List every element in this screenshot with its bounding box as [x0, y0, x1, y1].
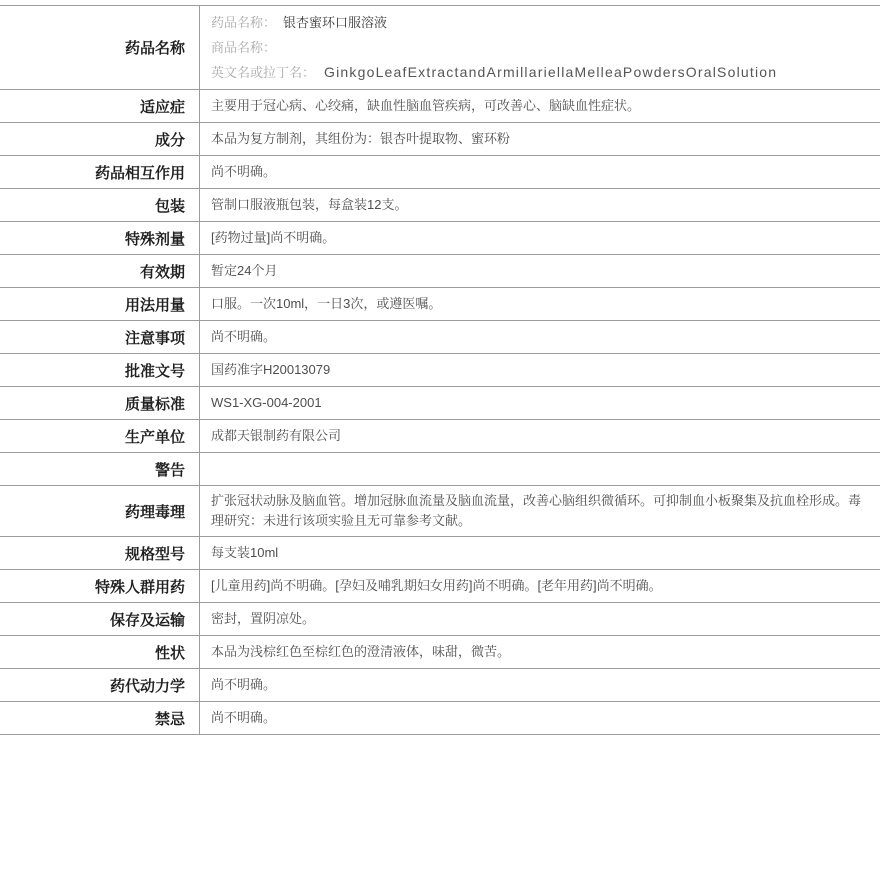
table-row — [0, 636, 880, 669]
field-key: 英文名或拉丁名： — [211, 65, 316, 80]
row-value: 本品为浅棕红色至棕红色的澄清液体，味甜，微苦。 — [211, 644, 511, 659]
table-row — [0, 288, 880, 321]
row-value: 国药准字H20013079 — [211, 362, 331, 377]
row-label: 用法用量 — [0, 288, 200, 320]
row-label: 特殊人群用药 — [0, 570, 200, 602]
table-row — [0, 537, 880, 570]
row-value: 暂定24个月 — [211, 263, 278, 278]
row-label: 特殊剂量 — [0, 222, 200, 254]
row-label: 警告 — [0, 453, 200, 485]
row-label: 药品名称 — [0, 6, 200, 89]
row-label: 生产单位 — [0, 420, 200, 452]
row-label: 包装 — [0, 189, 200, 221]
row-value: 本品为复方制剂，其组份为：银杏叶提取物、蜜环粉 — [211, 131, 511, 146]
row-label: 适应症 — [0, 90, 200, 122]
table-row — [0, 6, 880, 90]
table-row — [0, 255, 880, 288]
row-value: WS1-XG-004-2001 — [211, 395, 322, 410]
row-label: 质量标准 — [0, 387, 200, 419]
row-label: 注意事项 — [0, 321, 200, 353]
table-row — [0, 486, 880, 537]
row-value: 成都天银制药有限公司 — [211, 428, 342, 443]
field-key: 商品名称： — [211, 40, 277, 55]
table-row — [0, 354, 880, 387]
row-value: 扩张冠状动脉及脑血管。增加冠脉血流量及脑血流量，改善心脑组织微循环。可抑制血小板聚集及抗血栓形成。毒理研究：未进行该项实验且无可靠参考文献。 — [211, 493, 862, 528]
table-row — [0, 90, 880, 123]
table-row — [0, 603, 880, 636]
table-row — [0, 156, 880, 189]
row-value: 管制口服液瓶包装，每盒装12支。 — [211, 197, 408, 212]
row-label: 药品相互作用 — [0, 156, 200, 188]
row-label: 批准文号 — [0, 354, 200, 386]
row-value: 主要用于冠心病、心绞痛，缺血性脑血管疾病，可改善心、脑缺血性症状。 — [211, 98, 641, 113]
row-label: 禁忌 — [0, 702, 200, 734]
table-row — [0, 189, 880, 222]
row-value: 密封，置阴凉处。 — [211, 611, 316, 626]
row-label: 性状 — [0, 636, 200, 668]
field-value: GinkgoLeafExtractandArmillariellaMelleaPowdersOralSolution — [324, 64, 778, 80]
row-value — [200, 453, 880, 485]
name-subline — [211, 60, 866, 85]
field-value: 银杏蜜环口服溶液 — [283, 15, 388, 30]
field-key: 药品名称： — [211, 15, 277, 30]
drug-info-table — [0, 5, 880, 735]
table-row — [0, 453, 880, 486]
name-subline — [211, 10, 866, 35]
table-row — [0, 669, 880, 702]
name-subline — [211, 35, 866, 60]
table-row — [0, 222, 880, 255]
row-value: 每支装10ml — [211, 545, 279, 560]
row-value: [药物过量]尚不明确。 — [211, 230, 336, 245]
table-row — [0, 702, 880, 735]
row-label: 成分 — [0, 123, 200, 155]
row-label: 药代动力学 — [0, 669, 200, 701]
table-row — [0, 420, 880, 453]
table-row — [0, 123, 880, 156]
field-value — [276, 40, 283, 55]
table-row — [0, 387, 880, 420]
row-label: 药理毒理 — [0, 486, 200, 536]
row-value: [儿童用药]尚不明确。[孕妇及哺乳期妇女用药]尚不明确。[老年用药]尚不明确。 — [211, 578, 662, 593]
row-label: 有效期 — [0, 255, 200, 287]
row-label: 保存及运输 — [0, 603, 200, 635]
row-value: 口服。一次10ml，一日3次，或遵医嘱。 — [211, 296, 442, 311]
table-row — [0, 321, 880, 354]
table-row — [0, 570, 880, 603]
row-value: 尚不明确。 — [211, 710, 277, 725]
row-label: 规格型号 — [0, 537, 200, 569]
drug-detail-page — [0, 5, 880, 875]
row-value: 尚不明确。 — [211, 329, 277, 344]
row-value: 尚不明确。 — [211, 164, 277, 179]
row-value — [200, 6, 880, 89]
row-value: 尚不明确。 — [211, 677, 277, 692]
